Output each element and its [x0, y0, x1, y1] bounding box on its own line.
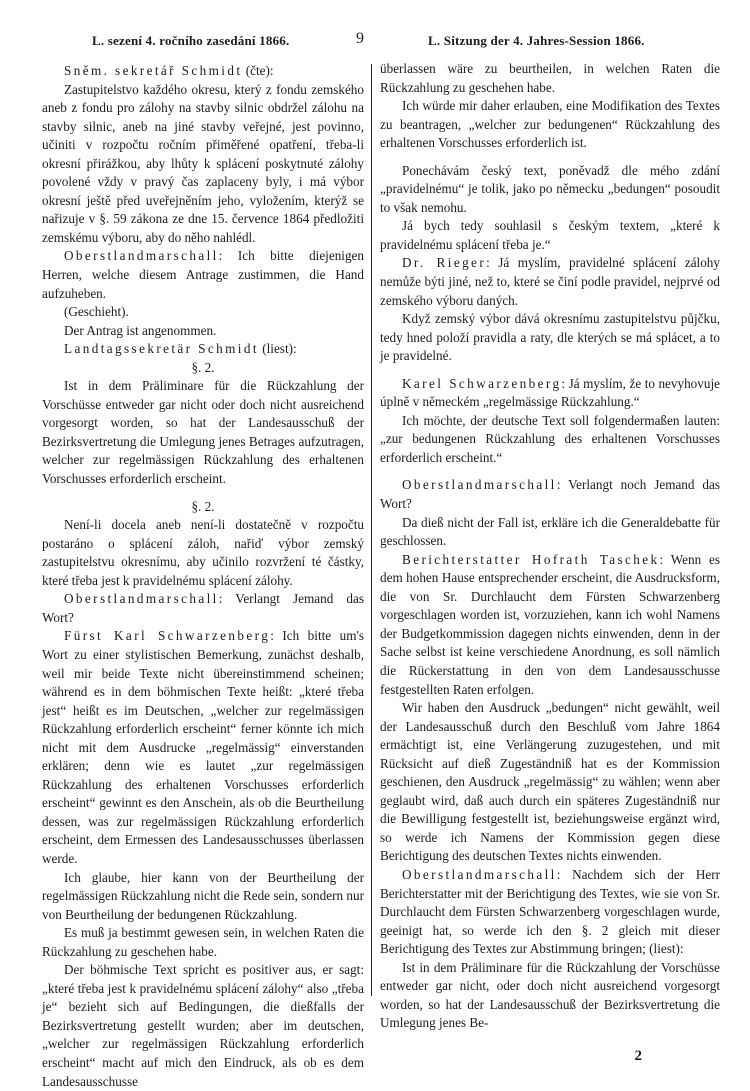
paragraph-text: Ponechávám český text, poněvadž dle mého zdání „pravidelnému“ je tolik, jako po německu „bedungen“ posoudit to však nemohu.: [380, 162, 720, 215]
paragraph: [42, 869, 364, 925]
speech-paragraph: [380, 551, 720, 699]
paragraph-text: : Verlangt noch Jemand das Wort?: [380, 477, 720, 512]
paragraph-text: Ich möchte, der deutsche Text soll folgendermaßen lauten: „zur bedungenen Rückzahlung des erhaltenen Vorschusses erforderlich erscheint.“: [380, 412, 720, 465]
paragraph: [42, 303, 364, 322]
signature-mark: 2: [634, 1047, 642, 1064]
speech-paragraph: [42, 590, 364, 627]
right-column: [380, 60, 720, 1065]
paragraph-text: (Geschieht).: [64, 304, 129, 320]
paragraph-text: : Ich bitte diejenigen Herren, welche diesem Antrage zustimmen, die Hand aufzuheben.: [42, 248, 364, 301]
speech-paragraph: [42, 62, 364, 81]
speech-paragraph: [42, 340, 364, 359]
paragraph-text: Když zemský výbor dává okresnímu zastupitelstvu půjčku, tedy hned položí pravidla a raty, dle kterých se má splácet, a to je pravidelné.: [380, 311, 720, 364]
paragraph-text: : Já myslím, že to nevyhovuje úplně v německém „regelmässige Rückzahlung.“: [380, 375, 720, 410]
paragraph: [42, 498, 364, 517]
paragraph-text: Zastupitelstvo každého okresu, který z fondu zemského aneb z fondu pro zálohy na stavby silnic obdržel zálohu na stavby silnic, aneb na jiné stavby veřejné, jest povinno, učiniti v rozpočtu ročním přiměřené opatření, třeba-li okresní přirážkou, aby lhůty k splácení poskytnuté zálohy povolené vždy v pravý čas zaplaceny byly, i má výbor okresní ještě před uveřejněním jeho, vyložením, kterýž se nařizuje v §. 59 zákona ze dne 15. července 1864 předložiti zemskému výboru, aby do něho nahlédl.: [42, 81, 364, 245]
paragraph-text: Já bych tedy souhlasil s českým textem, „které k pravidelnému splácení třeba je.“: [380, 218, 720, 252]
speech-paragraph: [42, 247, 364, 303]
paragraph: [42, 322, 364, 341]
column-divider: [371, 64, 372, 996]
speaker-name: Oberstlandmarschall: [64, 248, 219, 264]
speaker-name: Karel Schwarzenberg: [402, 375, 562, 391]
running-header-german: L. Sitzung der 4. Jahres-Session 1866.: [428, 33, 645, 48]
speech-paragraph: [42, 627, 364, 868]
paragraph: [380, 217, 720, 254]
paragraph-text: §. 2.: [191, 498, 215, 514]
paragraph-text: Ist in dem Präliminare für die Rückzahlung der Vorschüsse entweder gar nicht oder doch nicht ausreichend vorgesorgt worden, so hat der Landesausschuß der Bezirksvertretung die Umlegung jenes Betrages aufzutragen, welcher zur regelmässigen Rückzahlung des erhaltenen Vorschusses erforderlich erscheint.: [42, 378, 364, 487]
paragraph-text: §. 2.: [191, 359, 215, 375]
paragraph-text: Der Antrag ist angenommen.: [64, 322, 217, 338]
speech-paragraph: [380, 866, 720, 959]
paragraph-text: Wir haben den Ausdruck „bedungen“ nicht gewählt, weil der Landesausschuß durch den Beschluß vom Jahre 1864 ermächtigt ist, eine Verlängerung zuzugestehen, und mit Rücksicht auf dieß Zugeständniß hat es der Kommission geschienen, den Ausdruck „regelmässig“ zu wählen; wenn aber geglaubt wird, daß auch durch ein späteres Zugeständniß nur die Bewilligung festgestellt ist, beziehungsweise ergänzt wird, so werde ich Namens der Kommission gegen diese Berichtigung des deutschen Textes nichts einwenden.: [380, 700, 720, 864]
paragraph-text: (liest):: [258, 341, 297, 357]
paragraph-text: Es muß ja bestimmt gewesen sein, in welchen Raten die Rückzahlung zu geschehen habe.: [42, 925, 364, 959]
speaker-name: Landtagssekretär Schmidt: [64, 341, 259, 357]
paragraph: [42, 81, 364, 248]
left-column: [42, 62, 364, 1091]
paragraph-text: überlassen wäre zu beurtheilen, in welchen Raten die Rückzahlung zu geschehen habe.: [380, 61, 720, 95]
paragraph-text: : Ich bitte um's Wort zu einer stylistischen Bemerkung, zunächst deshalb, weil mir beide Texte nicht übereinstimmend scheinen; während es in dem böhmischen Texte heißt: „které třeba jest“ heißt es im Deutschen, „welcher zur regelmässigen Rückzahlung erforderlich erscheint“ ferner könnte ich mich nicht mit dem Ausdrucke „regelmässig“ einverstanden erklären; denn wie es lautet „zur regelmässigen Rückzahlung des erhaltenen Vorschusses erforderlich erscheint“ gewinnt es den Anschein, als ob die Beurtheilung dessen, was zur regelmässigen Rückzahlung erforderlich erscheint, dem Ermessen des Landesausschusses überlassen werde.: [42, 628, 364, 866]
paragraph: [380, 412, 720, 468]
paragraph: [380, 310, 720, 366]
paragraph-text: Der böhmische Text spricht es positiver aus, er sagt: „které třeba jest k pravidelnému splácení zálohy“ also „třeba je“ bezieht sich auf Bedingungen, die dießfalls der Bezirksvertretung gestellt wurden; aber im deutschen, „welcher zur regelmässigen Rückzahlung erforderlich erscheint“ macht auf mich den Eindruck, als ob es dem Landesausschusse: [42, 962, 364, 1089]
paragraph-text: : Wenn es dem hohen Hause entsprechender erscheint, die Ausdrucksform, die von Sr. Durchlaucht dem Fürsten Schwarzenberg vorgeschlagen worden ist, vorzuziehen, kann ich wohl Namens der Budgetkommission dagegen nichts einwenden, denn in der Sache selbst ist keine verschiedene Anordnung, es soll nämlich die Rückerstattung in den von dem Landesausschusse festgestellten Raten erfolgen.: [380, 551, 720, 697]
paragraph: [380, 959, 720, 1033]
paragraph: [42, 359, 364, 378]
speaker-name: Dr. Rieger: [402, 255, 487, 271]
paragraph: [380, 514, 720, 551]
paragraph-text: Není-li docela aneb není-li dostatečně v rozpočtu postaráno o splácení záloh, nařiď výbor zemský zastupitelstvu okresnímu, aby učinilo rozvržení té částky, které třeba jest k pravidelnému splácení zálohy.: [42, 517, 364, 588]
speaker-name: Oberstlandmarschall: [402, 477, 557, 493]
speech-paragraph: [380, 375, 720, 412]
running-header-czech: L. sezení 4. ročního zasedání 1866.: [92, 33, 290, 48]
paragraph-text: Ich glaube, hier kann von der Beurtheilung der regelmässigen Rückzahlung nicht die Rede sein, sondern nur von Beurtheilung der bedungenen Rückzahlung.: [42, 869, 364, 922]
speech-paragraph: [380, 476, 720, 513]
paragraph: [380, 60, 720, 97]
paragraph: [42, 377, 364, 488]
speaker-name: Sněm. sekretář Schmidt: [64, 63, 243, 78]
speaker-name: Oberstlandmarschall: [64, 591, 219, 607]
paragraph: [380, 97, 720, 153]
page-number: 9: [356, 30, 365, 47]
paragraph-text: : Verlangt Jemand das Wort?: [42, 591, 364, 625]
paragraph: [380, 162, 720, 218]
paragraph: [42, 516, 364, 590]
paragraph: [380, 699, 720, 866]
speech-paragraph: [380, 254, 720, 310]
paragraph-text: : Nachdem sich der Herr Berichterstatter mit der Berichtigung des Textes, wie sie von Sr. Durchlaucht dem Fürsten Schwarzenberg vorgeschlagen wurde, geeinigt hat, so werde ich den §. 2 gleich mit dieser Berichtigung des Textes zur Abstimmung bringen; (liest):: [380, 866, 720, 957]
paragraph-text: Da dieß nicht der Fall ist, erkläre ich die Generaldebatte für geschlossen.: [380, 514, 720, 549]
paragraph-text: (čte):: [242, 63, 274, 78]
speaker-name: Fürst Karl Schwarzenberg: [64, 628, 271, 644]
paragraph-text: : Já myslím, pravidelné splácení zálohy nemůže býti jiné, než to, které se činí podle pravidel, nejprvé od zemského výboru daných.: [380, 255, 720, 308]
paragraph-text: Ist in dem Präliminare für die Rückzahlung der Vorschüsse entweder gar nicht, oder doch nicht ausreichend vorgesorgt worden, so hat der Landesausschuß der Bezirksvertretung die Umlegung jenes Be-: [380, 959, 720, 1031]
speaker-name: Berichterstatter Hofrath Taschek: [402, 551, 660, 567]
paragraph: [42, 924, 364, 961]
paragraph-text: Ich würde mir daher erlauben, eine Modifikation des Textes zu beantragen, „welcher zur bedungenen“ Rückzahlung des erhaltenen Vorschusses erforderlich ist.: [380, 98, 720, 151]
speaker-name: Oberstlandmarschall: [402, 866, 557, 882]
